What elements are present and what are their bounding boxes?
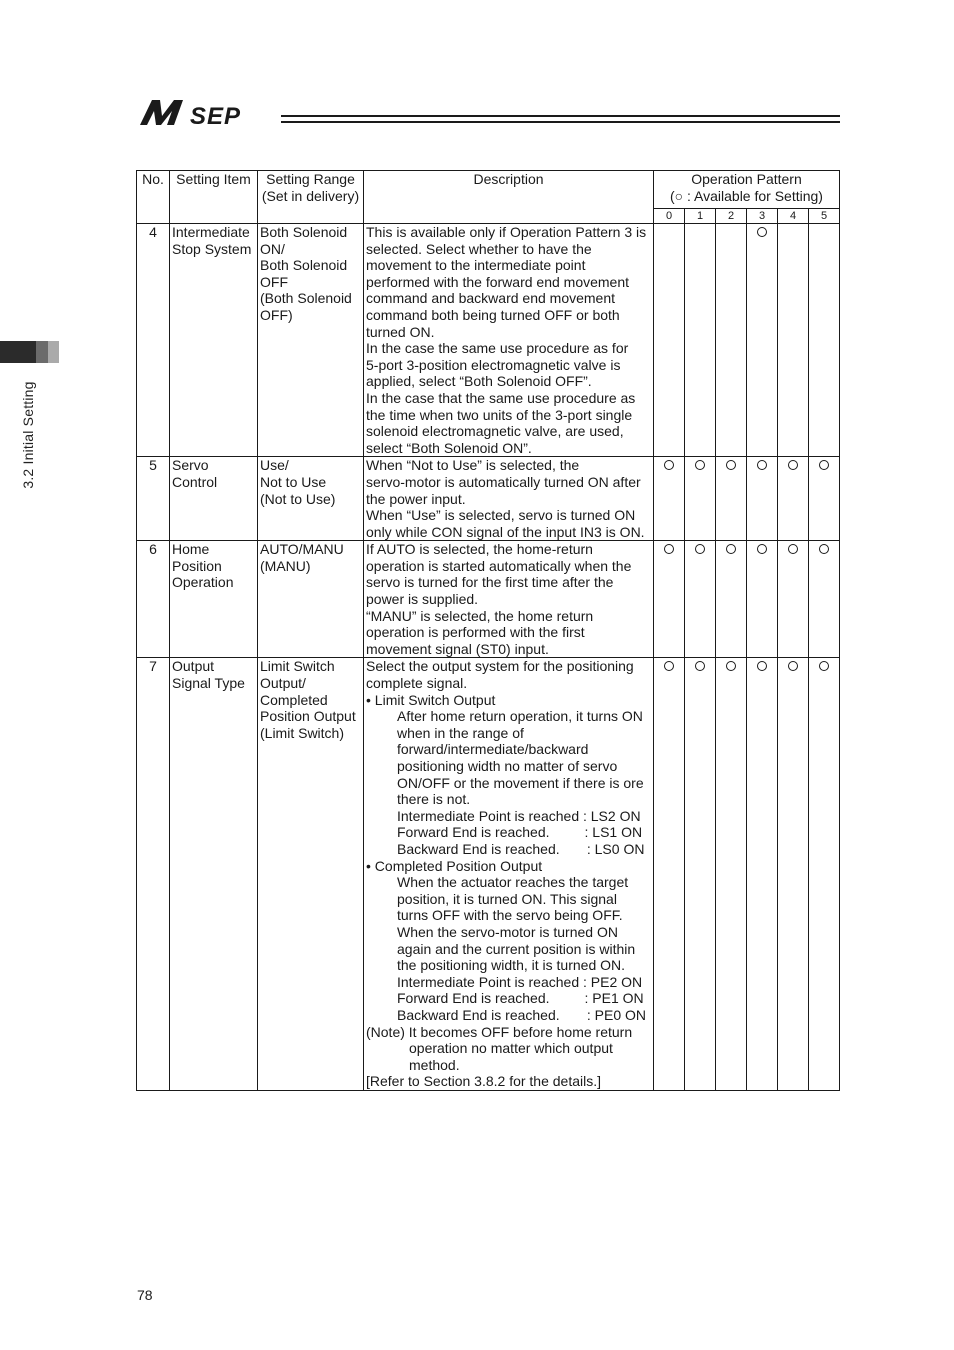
available-circle-icon (695, 544, 705, 554)
header-operation-pattern-line2: (○ : Available for Setting) (670, 187, 823, 204)
setting-range-cell (258, 658, 364, 1090)
setting-range-text: ON/ (260, 240, 285, 257)
pattern-cell (809, 457, 840, 541)
setting-range-text: Output/ (260, 675, 306, 692)
pattern-cell (778, 541, 809, 658)
pattern-cell (809, 541, 840, 658)
description-text: operation is started automatically when the (366, 557, 632, 574)
description-text: command and backward end movement (366, 290, 616, 307)
description-text: Intermediate Point is reached : PE2 ON (397, 973, 643, 990)
available-circle-icon (788, 661, 798, 671)
setting-range-cell (258, 457, 364, 541)
available-circle-icon (695, 661, 705, 671)
description-text: the positioning width, it is turned ON. (397, 957, 626, 974)
bullet-completed-position-output (366, 858, 651, 875)
description-text: movement to the intermediate point (366, 257, 586, 274)
note-text: operation no matter which output (409, 1040, 613, 1057)
description-text: turned ON. (366, 323, 435, 340)
pattern-cell (685, 457, 716, 541)
pattern-cell (654, 224, 685, 457)
msep-logo (138, 92, 278, 132)
available-circle-icon (819, 544, 829, 554)
description-text: movement signal (ST0) input. (366, 640, 549, 657)
row-number: 5 (137, 457, 170, 541)
pattern-cell (778, 224, 809, 457)
description-text: When the actuator reaches the target (397, 874, 629, 891)
description-text: selected. Select whether to have the (366, 240, 592, 257)
description-text: This is available only if Operation Pattern 3 is (366, 224, 647, 240)
header-setting-range (258, 171, 364, 224)
pattern-cell (654, 541, 685, 658)
description-text: performed with the forward end movement (366, 273, 630, 290)
settings-table (136, 170, 840, 1091)
setting-range-text: Use/ (260, 457, 289, 474)
pattern-cell (809, 224, 840, 457)
description-text: when in the range of (397, 724, 524, 741)
setting-range-text: Not to Use (260, 473, 327, 490)
pattern-cell (654, 658, 685, 1090)
setting-item-text: Servo (172, 457, 209, 474)
setting-range-text: Limit Switch (260, 658, 335, 675)
description-text: only while CON signal of the input IN3 is ON. (366, 523, 645, 540)
pattern-cell (685, 658, 716, 1090)
pattern-cell (716, 541, 747, 658)
side-tab-marker-mid (36, 341, 48, 363)
description-text: the time when two units of the 3-port single (366, 406, 633, 423)
header-rule-top (281, 115, 840, 117)
table-row (137, 457, 840, 541)
setting-range-text: Position Output (260, 708, 356, 725)
description-text: When “Not to Use” is selected, the (366, 457, 580, 474)
setting-item-text: Position (172, 557, 222, 574)
description-text: Backward End is reached. : PE0 ON (397, 1006, 646, 1023)
setting-item-cell (170, 457, 258, 541)
description-text: If AUTO is selected, the home-return (366, 541, 593, 558)
description-cell (364, 658, 654, 1090)
header-rule-bottom (281, 121, 840, 123)
setting-range-text: (Not to Use) (260, 490, 336, 507)
header-description: Description (364, 171, 654, 224)
header-operation-pattern-line1: Operation Pattern (691, 171, 802, 187)
description-cell (364, 541, 654, 658)
pattern-header-1: 1 (685, 209, 716, 224)
description-text: position, it is turned ON. This signal (397, 890, 617, 907)
description-cell (364, 457, 654, 541)
pattern-cell (716, 457, 747, 541)
pattern-header-2: 2 (716, 209, 747, 224)
pattern-cell (747, 224, 778, 457)
side-tab-marker-light (48, 341, 59, 363)
available-circle-icon (695, 460, 705, 470)
setting-range-text: (MANU) (260, 557, 311, 574)
bullet-title: Completed Position Output (374, 857, 543, 874)
row-number: 6 (137, 541, 170, 658)
available-circle-icon (788, 544, 798, 554)
pattern-cell (685, 224, 716, 457)
description-text: When the servo-motor is turned ON (397, 923, 618, 940)
setting-range-text: Both Solenoid (260, 257, 348, 274)
description-text: command both being turned OFF or both (366, 306, 620, 323)
pattern-cell (778, 457, 809, 541)
description-text: forward/intermediate/backward (397, 741, 589, 758)
available-circle-icon (664, 661, 674, 671)
description-text: servo is turned for the first time after the (366, 574, 614, 591)
pattern-cell (685, 541, 716, 658)
available-circle-icon (664, 544, 674, 554)
description-text: the power input. (366, 490, 466, 507)
svg-text:SEP: SEP (190, 103, 242, 130)
description-text: In the case the same use procedure as for (366, 340, 629, 357)
description-text: Forward End is reached. : LS1 ON (397, 824, 643, 841)
description-text: there is not. (397, 791, 471, 808)
setting-range-text: OFF) (260, 306, 293, 323)
side-tab-marker (0, 341, 36, 363)
available-circle-icon (757, 544, 767, 554)
setting-item-text: Intermediate (172, 224, 250, 240)
header-setting-range-line1: Setting Range (266, 171, 355, 187)
note-text: (Note) It becomes OFF before home return (366, 1023, 633, 1040)
pattern-cell (747, 658, 778, 1090)
setting-item-text: Output (172, 658, 215, 675)
available-circle-icon (726, 544, 736, 554)
description-text: solenoid electromagnetic valve, are used, (366, 423, 624, 440)
available-circle-icon (726, 460, 736, 470)
pattern-cell (747, 541, 778, 658)
pattern-cell (716, 224, 747, 457)
description-text: Backward End is reached. : LS0 ON (397, 840, 645, 857)
header-no: No. (137, 171, 170, 224)
available-circle-icon (757, 227, 767, 237)
pattern-cell (809, 658, 840, 1090)
setting-range-text: (Limit Switch) (260, 724, 345, 741)
table-row (137, 541, 840, 658)
description-text: When “Use” is selected, servo is turned ON (366, 507, 636, 524)
bullet-icon: • (366, 691, 375, 708)
description-cell (364, 224, 654, 457)
note-text: method. (409, 1056, 460, 1073)
setting-item-text: Operation (172, 574, 234, 591)
description-text: applied, select “Both Solenoid OFF”. (366, 373, 592, 390)
row-number: 7 (137, 658, 170, 1090)
description-text: turns OFF with the servo being OFF. (397, 907, 623, 924)
bullet-title: Limit Switch Output (374, 691, 496, 708)
bullet-icon: • (366, 857, 375, 874)
available-circle-icon (757, 460, 767, 470)
description-text: Forward End is reached. : PE1 ON (397, 990, 644, 1007)
available-circle-icon (757, 661, 767, 671)
section-side-label: 3.2 Initial Setting (20, 381, 36, 489)
setting-range-cell (258, 224, 364, 457)
description-text: In the case that the same use procedure as (366, 389, 636, 406)
setting-item-cell (170, 541, 258, 658)
pattern-cell (747, 457, 778, 541)
description-text: Intermediate Point is reached : LS2 ON (397, 807, 641, 824)
description-text: select “Both Solenoid ON”. (366, 439, 532, 456)
setting-item-text: Home (172, 541, 210, 558)
bullet-limit-switch-output (366, 692, 651, 709)
description-text: power is supplied. (366, 591, 479, 608)
setting-item-cell (170, 658, 258, 1090)
description-text: After home return operation, it turns ON (397, 708, 643, 725)
header-setting-range-line2: (Set in delivery) (261, 187, 360, 204)
table-row (137, 658, 840, 1090)
setting-range-cell (258, 541, 364, 658)
setting-range-text: OFF (260, 273, 288, 290)
pattern-cell (716, 658, 747, 1090)
setting-item-text: Stop System (172, 240, 252, 257)
description-text: “MANU” is selected, the home return (366, 607, 594, 624)
pattern-header-3: 3 (747, 209, 778, 224)
description-text: Select the output system for the positioning (366, 658, 634, 675)
description-text: servo-motor is automatically turned ON after (366, 473, 641, 490)
description-text: positioning width no matter of servo (397, 758, 618, 774)
description-text: ON/OFF or the movement if there is ore (397, 774, 644, 791)
description-text: again and the current position is within (397, 940, 636, 957)
description-text: operation is performed with the first (366, 624, 585, 641)
header-setting-item: Setting Item (170, 171, 258, 224)
setting-item-text: Signal Type (172, 675, 245, 692)
setting-item-cell (170, 224, 258, 457)
reference-text: [Refer to Section 3.8.2 for the details.] (366, 1073, 602, 1090)
setting-range-text: Both Solenoid (260, 224, 348, 240)
available-circle-icon (819, 661, 829, 671)
available-circle-icon (788, 460, 798, 470)
page-number: 78 (137, 1287, 153, 1303)
pattern-cell (654, 457, 685, 541)
pattern-header-5: 5 (809, 209, 840, 224)
description-text: 5-port 3-position electromagnetic valve is (366, 356, 621, 373)
setting-range-text: Completed (260, 691, 328, 708)
available-circle-icon (726, 661, 736, 671)
setting-range-text: (Both Solenoid (260, 290, 352, 307)
setting-item-text: Control (172, 473, 218, 490)
row-number: 4 (137, 224, 170, 457)
header-operation-pattern (654, 171, 840, 209)
setting-range-text: AUTO/MANU (260, 541, 344, 558)
pattern-header-4: 4 (778, 209, 809, 224)
pattern-header-0: 0 (654, 209, 685, 224)
available-circle-icon (664, 460, 674, 470)
available-circle-icon (819, 460, 829, 470)
pattern-cell (778, 658, 809, 1090)
description-text: complete signal. (366, 675, 468, 692)
table-row (137, 224, 840, 457)
